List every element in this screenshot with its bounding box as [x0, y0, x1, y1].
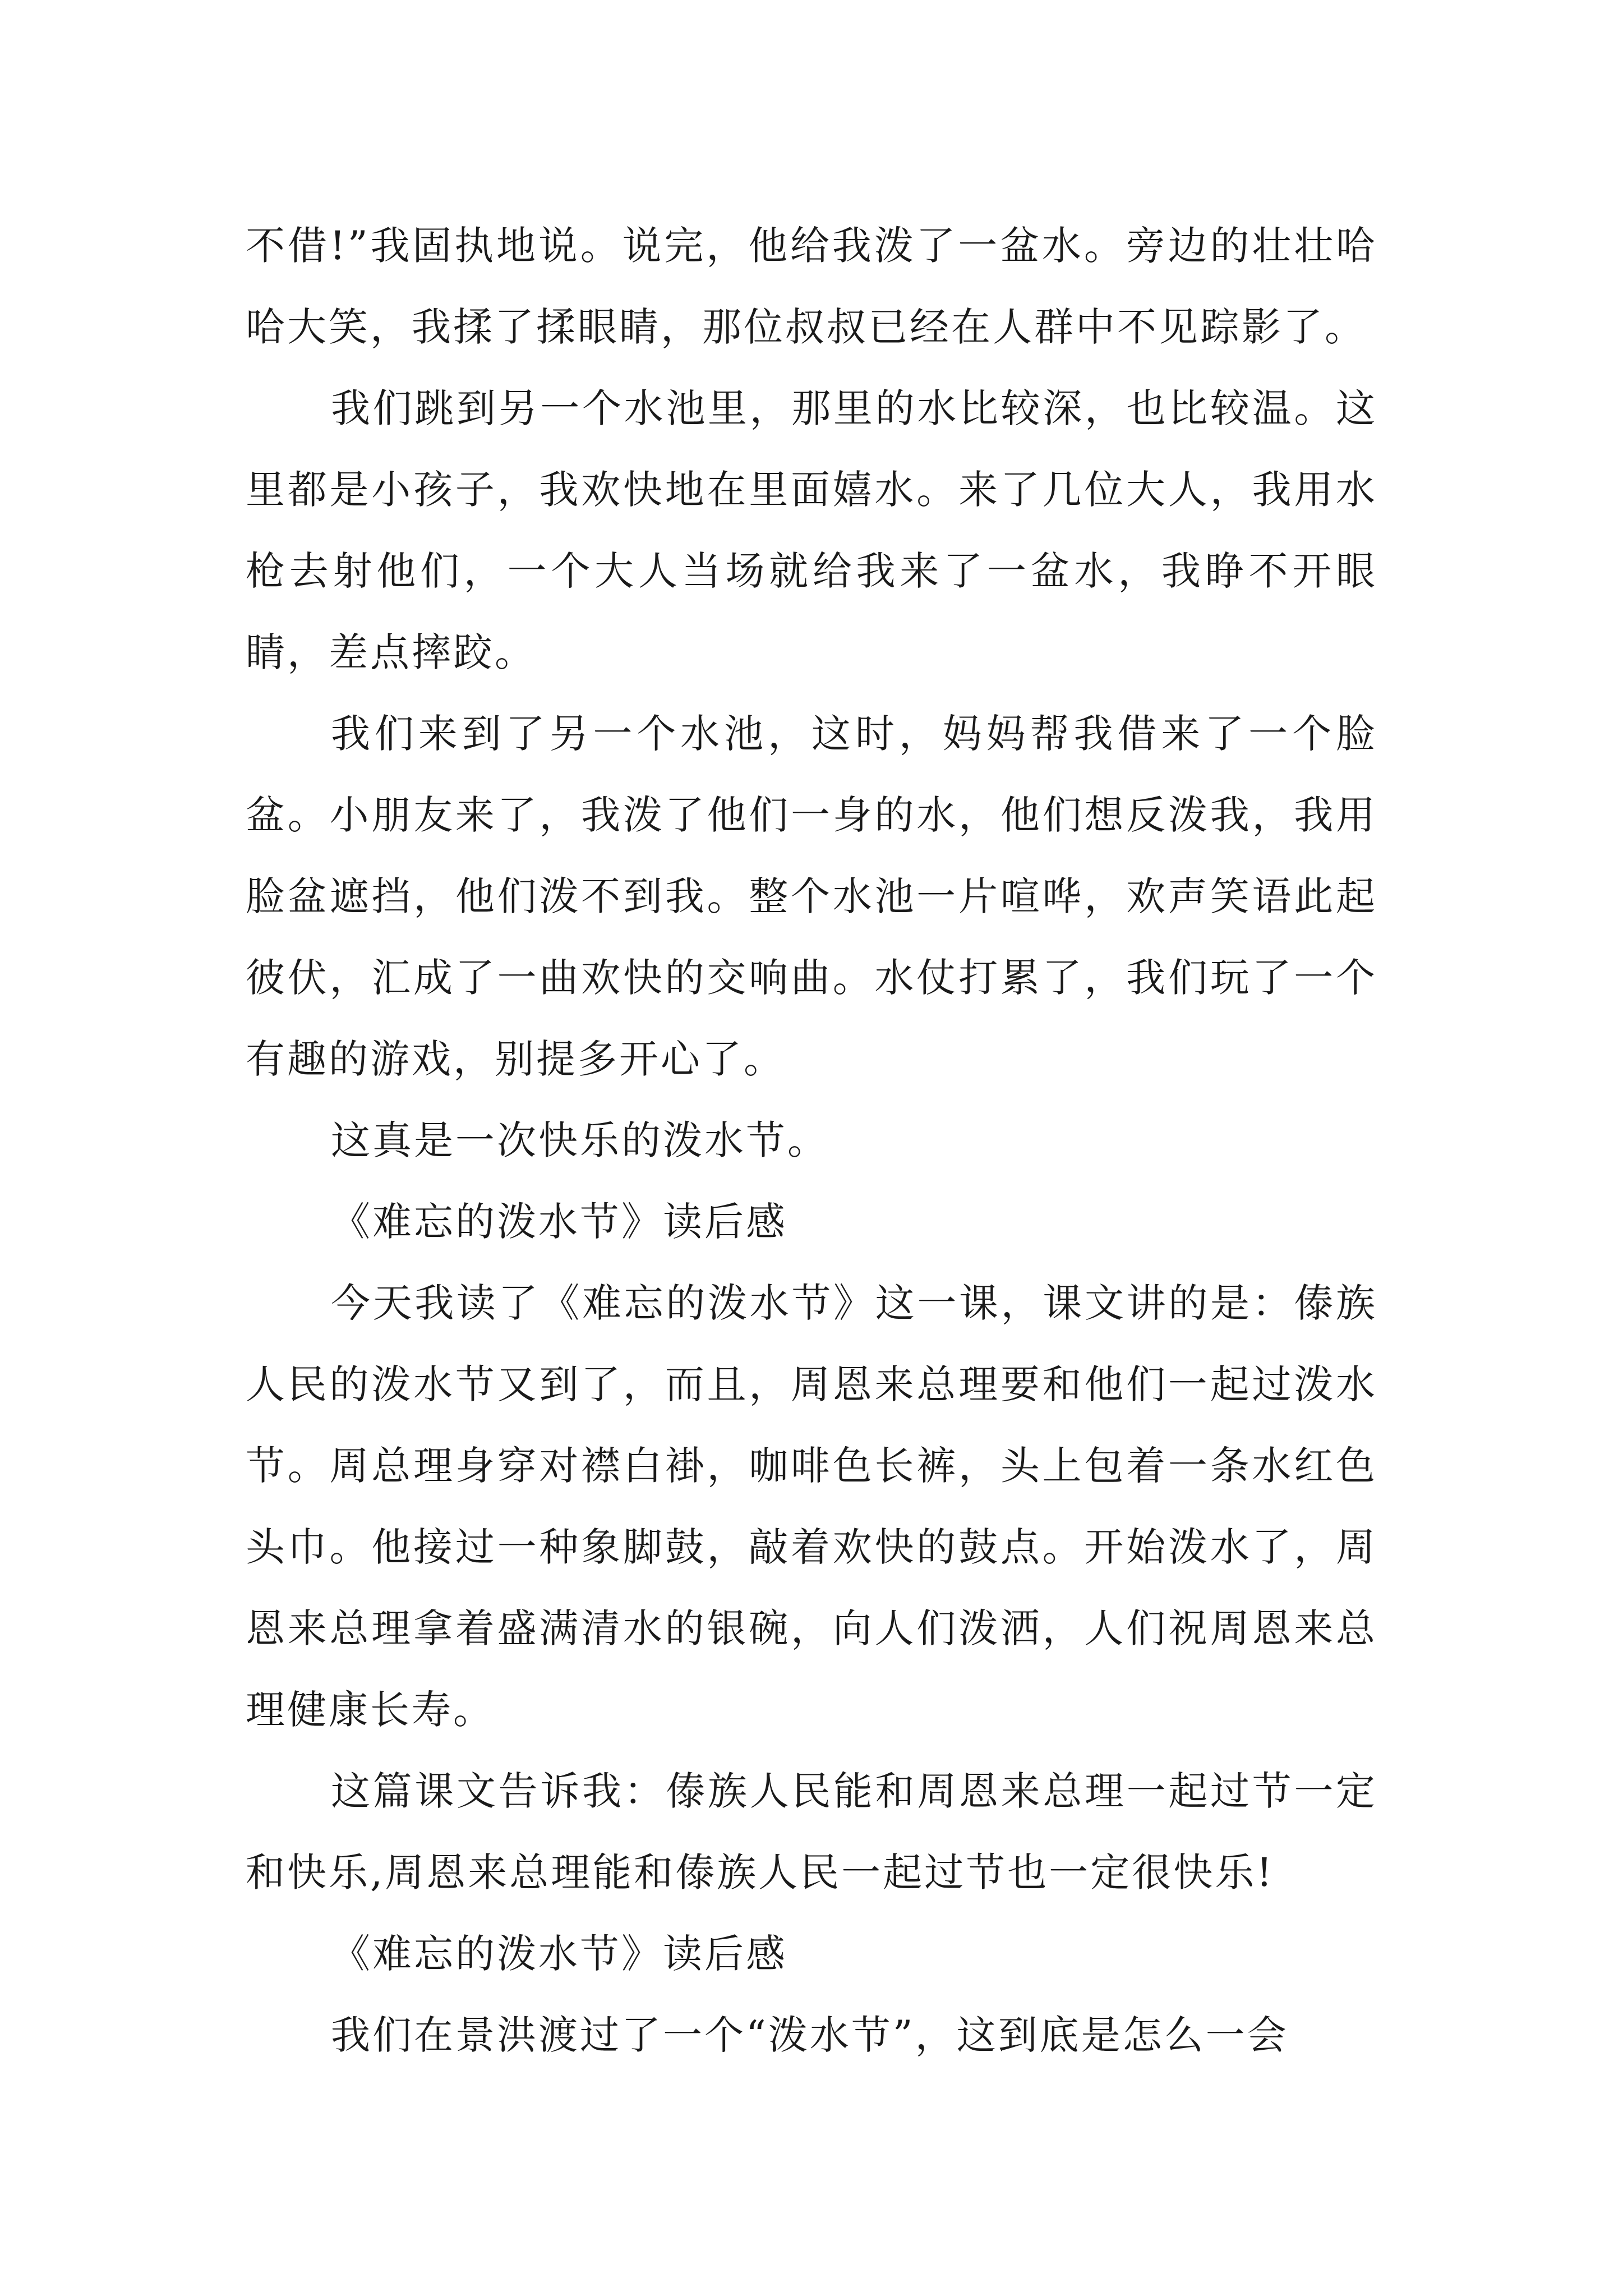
document-body	[246, 205, 1377, 2076]
paragraph-reading-reflection: 这篇课文告诉我：傣族人民能和周恩来总理一起过节一定和快乐,周恩来总理能和傣族人民一起过节也一定很快乐!	[246, 1768, 1377, 1895]
section-heading-1: 《难忘的泼水节》读后感	[331, 1199, 787, 1245]
paragraph-continuation: 不借!”我固执地说。说完，他给我泼了一盆水。旁边的壮壮哈哈大笑，我揉了揉眼睛，那位叔叔已经在人群中不见踪影了。	[246, 223, 1377, 350]
paragraph-reading-summary: 今天我读了《难忘的泼水节》这一课，课文讲的是：傣族人民的泼水节又到了，而且，周恩来总理要和他们一起过泼水节。周总理身穿对襟白褂，咖啡色长裤，头上包着一条水红色头巾。他接过一种象脚鼓，敲着欢快的鼓点。开始泼水了，周恩来总理拿着盛满清水的银碗，向人们泼洒，人们祝周恩来总理健康长寿。	[246, 1280, 1377, 1733]
paragraph-conclusion: 这真是一次快乐的泼水节。	[331, 1117, 829, 1163]
paragraph-jinghong-intro: 我们在景洪渡过了一个“泼水节”，这到底是怎么一会	[331, 2012, 1289, 2058]
paragraph-third-pool: 我们来到了另一个水池，这时，妈妈帮我借来了一个脸盆。小朋友来了，我泼了他们一身的水，他们想反泼我，我用脸盆遮挡，他们泼不到我。整个水池一片喧哗，欢声笑语此起彼伏，汇成了一曲欢快的交响曲。水仗打累了，我们玩了一个有趣的游戏，别提多开心了。	[246, 711, 1377, 1082]
paragraph-second-pool: 我们跳到另一个水池里，那里的水比较深，也比较温。这里都是小孩子，我欢快地在里面嬉水。来了几位大人，我用水枪去射他们，一个大人当场就给我来了一盆水，我睁不开眼睛，差点摔跤。	[246, 385, 1377, 675]
section-heading-2: 《难忘的泼水节》读后感	[331, 1931, 787, 1977]
